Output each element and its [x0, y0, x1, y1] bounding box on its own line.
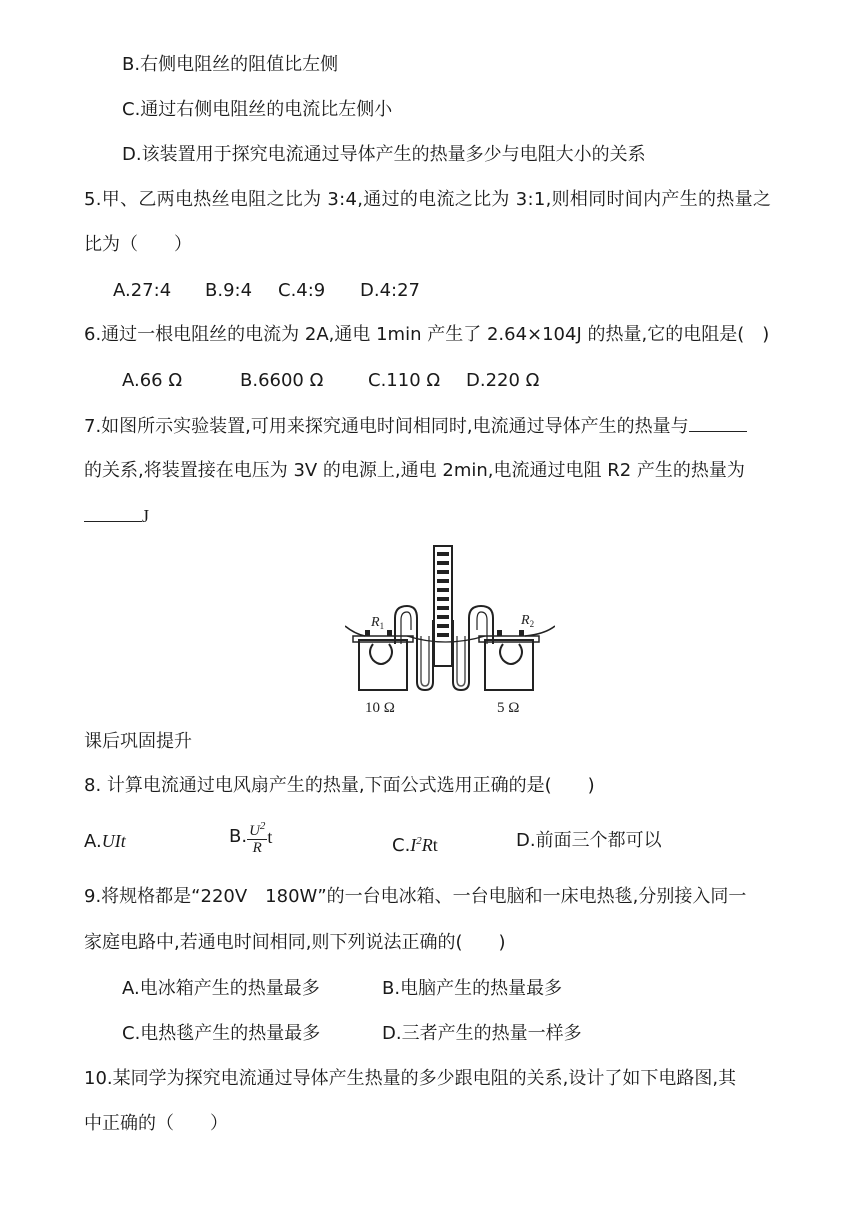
right-container: [485, 640, 533, 690]
q8-option-a-prefix: A.: [84, 831, 102, 852]
q7-apparatus-figure: [345, 540, 555, 718]
tube-scale-marks: [437, 552, 449, 637]
right-terminal-2: [519, 630, 524, 636]
numerator-exponent: 2: [259, 820, 266, 832]
q9-stem-line1: 9.将规格都是“220V 180W”的一台电冰箱、一台电脑和一床电热毯,分别接入同一: [84, 886, 747, 907]
q9-option-c: C.电热毯产生的热量最多: [122, 1023, 321, 1044]
q5-option-d: D.4:27: [360, 280, 421, 301]
apparatus-diagram: [345, 540, 555, 718]
q7-stem-line1: [84, 413, 747, 440]
q9-option-b: B.电脑产生的热量最多: [382, 978, 563, 999]
q9-option-d: D.三者产生的热量一样多: [382, 1023, 582, 1044]
q10-stem-line2: 中正确的（ ）: [84, 1113, 228, 1134]
q8-option-d: D.前面三个都可以: [516, 830, 662, 851]
q7-stem-line1-text: 7.如图所示实验装置,可用来探究通电时间相同时,电流通过导体产生的热量与: [84, 416, 689, 437]
r2-label: $R_2$: [521, 613, 535, 629]
right-terminal-1: [497, 630, 502, 636]
q7-unit: J: [142, 506, 150, 526]
q9-stem-line2: 家庭电路中,若通电时间相同,则下列说法正确的( ): [84, 932, 506, 953]
q4-option-b: B.右侧电阻丝的阻值比左侧: [122, 54, 339, 75]
left-terminal-1: [365, 630, 370, 636]
q10-stem-line1: 10.某同学为探究电流通过导体产生热量的多少跟电阻的关系,设计了如下电路图,其: [84, 1068, 737, 1089]
left-u-tube: [417, 620, 433, 690]
q8-option-b-fraction: [247, 818, 267, 856]
fraction-numerator: U: [249, 823, 260, 839]
q7-answer-blank-1: [689, 413, 747, 432]
q6-option-b: B.6600 Ω: [240, 370, 324, 391]
q9-option-a: A.电冰箱产生的热量最多: [122, 978, 320, 999]
q8-option-c-prefix: C.: [392, 835, 411, 856]
left-terminal-2: [387, 630, 392, 636]
right-u-tube-liquid: [457, 636, 465, 686]
q8-option-b-prefix: B.: [229, 826, 248, 847]
q6-option-d: D.220 Ω: [466, 370, 540, 391]
q8-option-c-resistance: R: [421, 835, 433, 855]
q5-option-c: C.4:9: [278, 280, 326, 301]
q8-option-b-suffix: t: [267, 827, 273, 847]
q8-option-c-suffix: t: [432, 835, 438, 855]
q7-answer-blank-2: [84, 503, 142, 522]
q4-option-d: D.该装置用于探究电流通过导体产生的热量多少与电阻大小的关系: [122, 144, 646, 165]
right-heating-coil: [500, 644, 522, 664]
left-u-tube-liquid: [421, 636, 429, 686]
left-wire: [345, 626, 365, 636]
q8-option-c: [392, 828, 438, 859]
q5-stem-line2: 比为（ ）: [84, 234, 192, 255]
left-resistance-value: 10 Ω: [365, 700, 395, 716]
q8-stem: 8. 计算电流通过电风扇产生的热量,下面公式选用正确的是( ): [84, 775, 595, 796]
q4-option-c: C.通过右侧电阻丝的电流比左侧小: [122, 99, 393, 120]
q8-option-c-current: I: [410, 835, 417, 855]
q6-option-c: C.110 Ω: [368, 370, 441, 391]
q6-option-a: A.66 Ω: [122, 370, 183, 391]
fraction-denominator: R: [252, 840, 262, 856]
q5-option-a: A.27:4: [113, 280, 172, 301]
q5-stem-line1: 5.甲、乙两电热丝电阻之比为 3:4,通过的电流之比为 3:1,则相同时间内产生的热量之: [84, 189, 772, 210]
left-heating-coil: [370, 644, 392, 664]
q7-stem-line3: [84, 503, 149, 530]
q8-option-a-formula: UIt: [101, 831, 126, 851]
left-container: [359, 640, 407, 690]
q8-option-c-exponent: 2: [416, 835, 422, 847]
q8-option-a: [84, 828, 126, 855]
right-resistance-value: 5 Ω: [497, 700, 520, 716]
section-title: 课后巩固提升: [84, 731, 192, 752]
q7-stem-line2: 的关系,将装置接在电压为 3V 的电源上,通电 2min,电流通过电阻 R2 产生的热量为: [84, 460, 745, 481]
r1-label: $R_1$: [371, 615, 385, 631]
q5-option-b: B.9:4: [205, 280, 253, 301]
q8-option-b: [229, 818, 272, 856]
q6-stem: 6.通过一根电阻丝的电流为 2A,通电 1min 产生了 2.64×104J 的热量,它的电阻是( ): [84, 324, 770, 345]
right-u-tube: [453, 620, 469, 690]
